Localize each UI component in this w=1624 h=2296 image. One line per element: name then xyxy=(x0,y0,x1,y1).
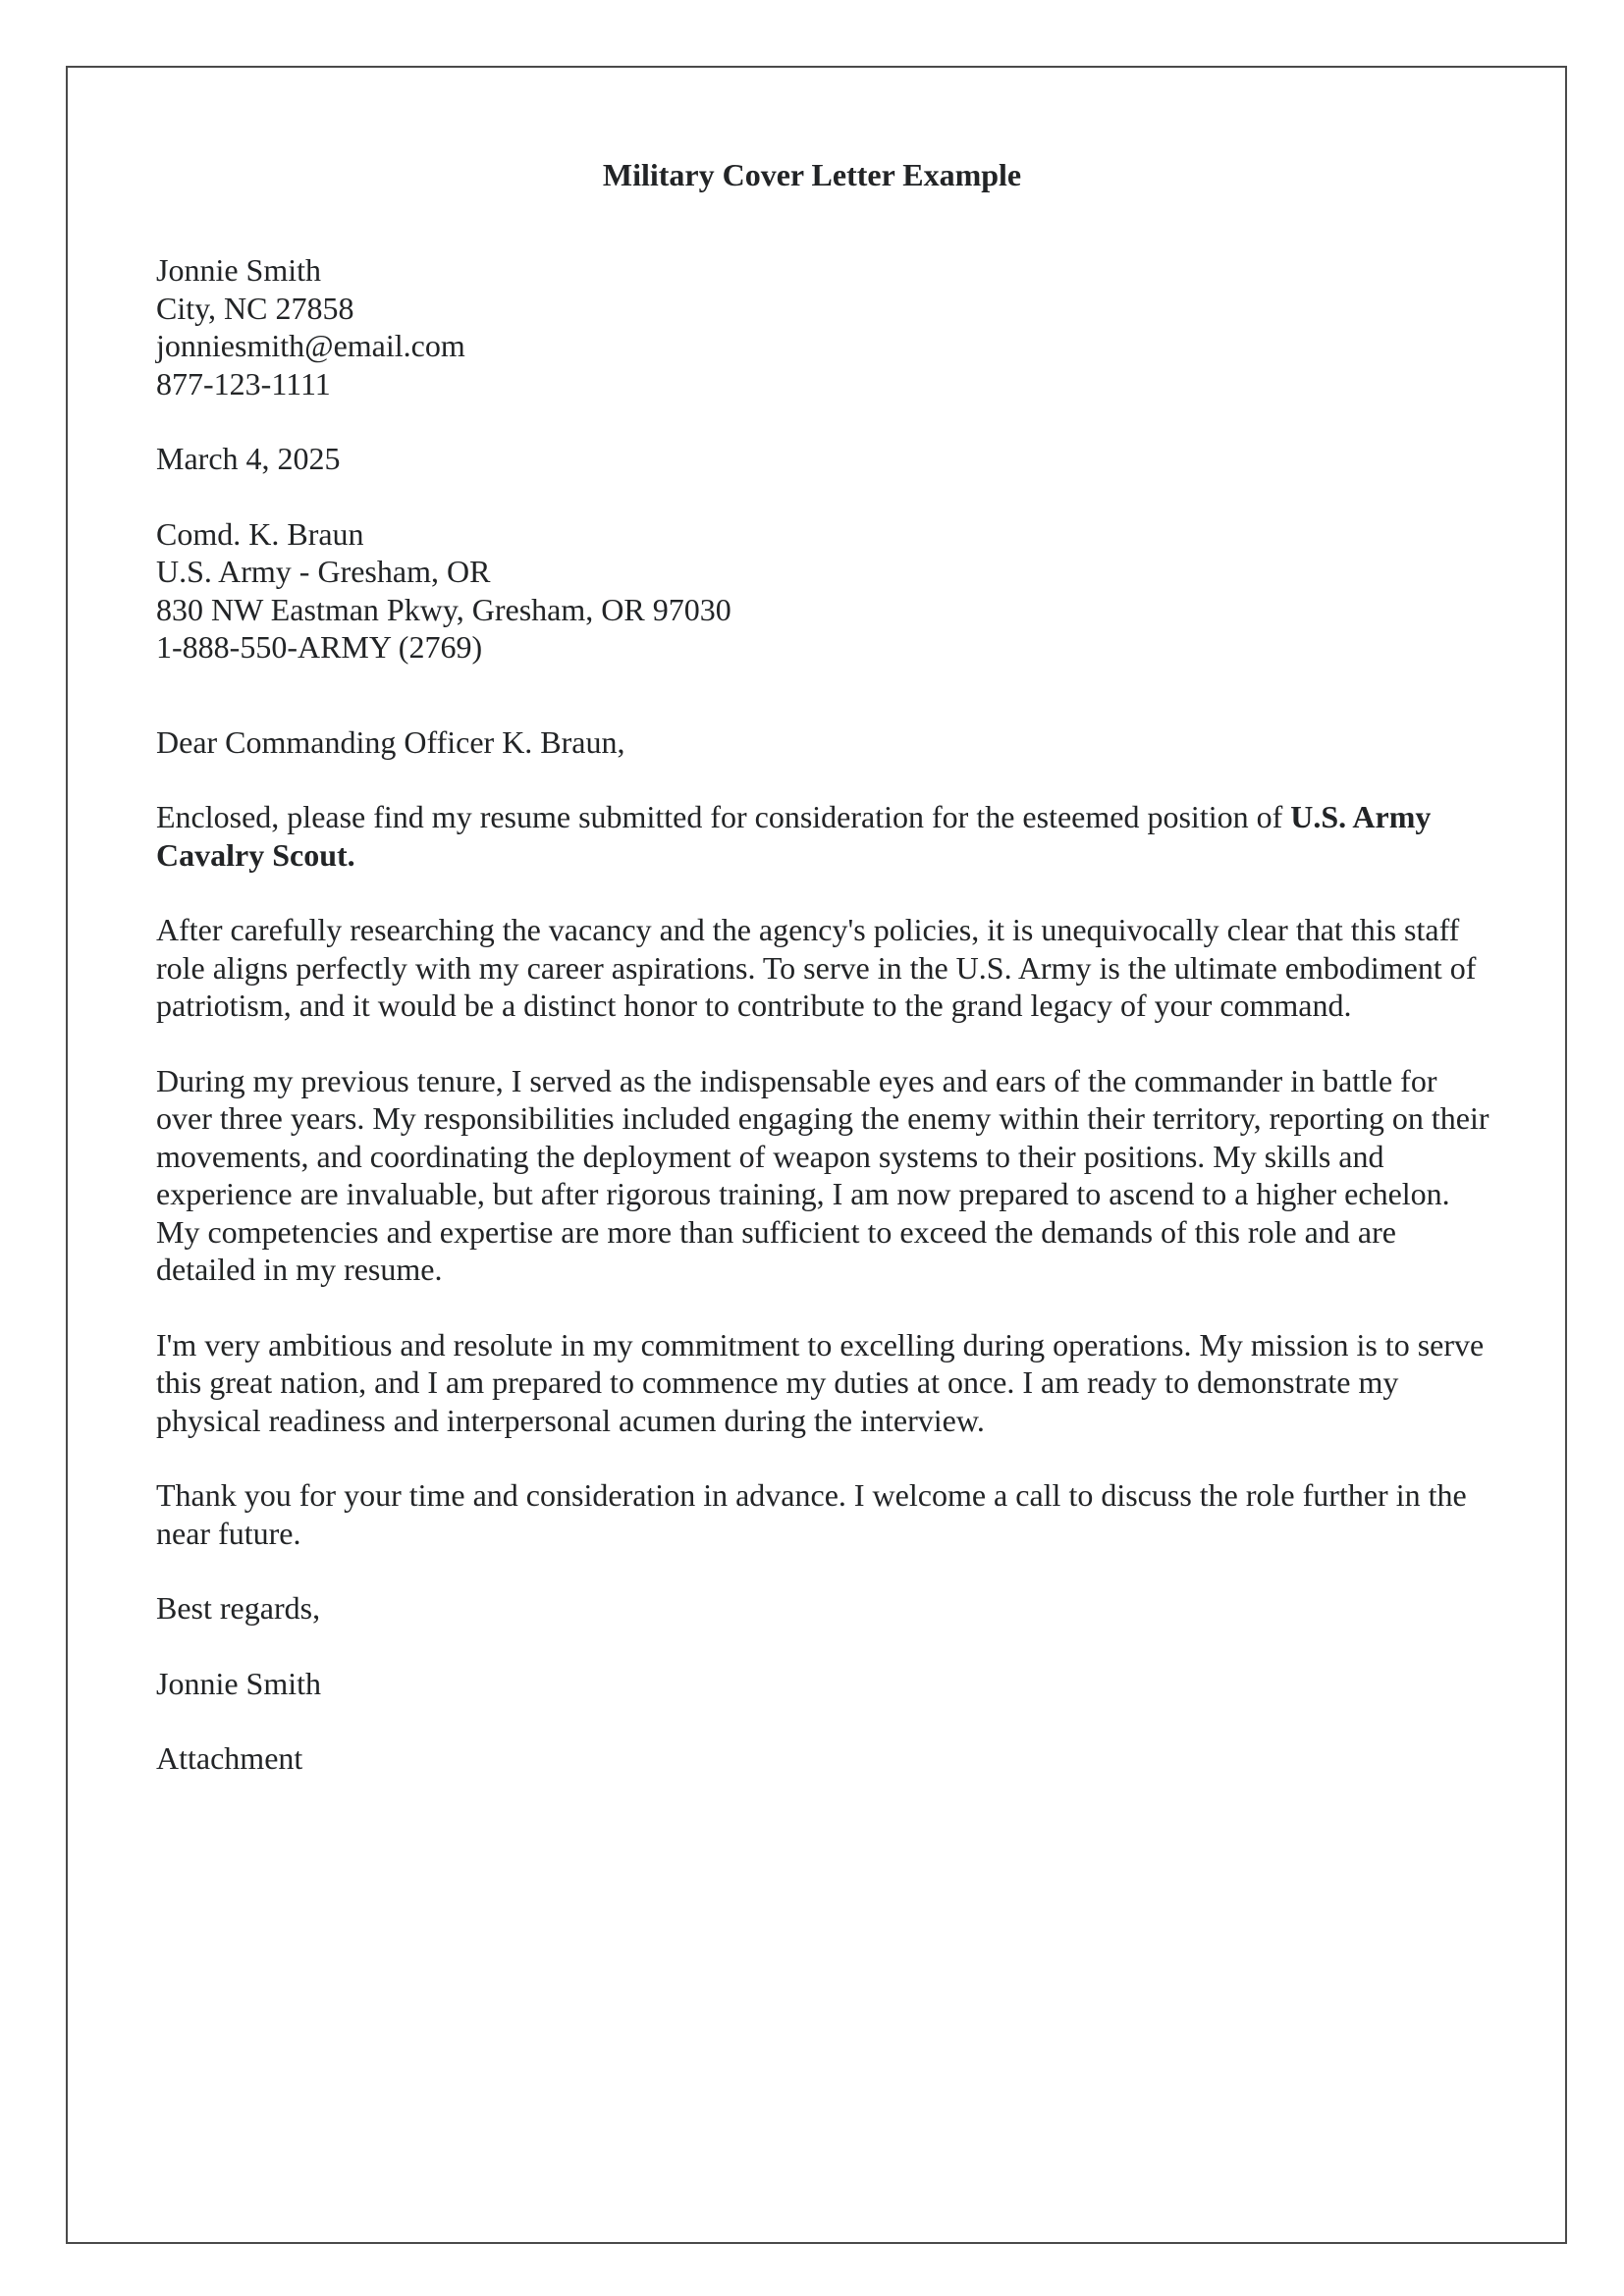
closing: Best regards, xyxy=(156,1590,321,1626)
sender-phone: 877-123-1111 xyxy=(156,365,331,401)
document-title: Military Cover Letter Example xyxy=(602,157,1022,192)
sender-block xyxy=(156,251,1491,402)
position-title: U.S. Army Cavalry Scout. xyxy=(156,799,1432,873)
recipient-organization: U.S. Army - Gresham, OR xyxy=(156,554,491,589)
body-paragraph-5: Thank you for your time and consideration in advance. I welcome a call to discuss the role further in the near future. xyxy=(156,1477,1467,1551)
recipient-name: Comd. K. Braun xyxy=(156,515,364,552)
body-paragraph-2: After carefully researching the vacancy and the agency's policies, it is unequivocally clear that this staff role aligns perfectly with my career aspirations. To serve in the U.S. Army is the ultimate embodiment of patriotism, and it would be a distinct honor to contribute to the grand legacy of your command. xyxy=(156,912,1477,1023)
body-paragraph-4: I'm very ambitious and resolute in my commitment to excelling during operations. My mission is to serve this great nation, and I am prepared to commence my duties at once. I am ready to demonstrate my physical readiness and interpersonal acumen during the interview. xyxy=(156,1326,1485,1438)
date-block xyxy=(156,440,1491,478)
letter-date: March 4, 2025 xyxy=(156,441,341,476)
letter-content xyxy=(156,251,1491,1778)
recipient-phone: 1-888-550-ARMY (2769) xyxy=(156,629,483,665)
signature-name: Jonnie Smith xyxy=(156,1665,322,1701)
salutation: Dear Commanding Officer K. Braun, xyxy=(156,723,625,760)
body-paragraph-intro xyxy=(156,798,1491,874)
sender-email: jonniesmith@email.com xyxy=(156,328,465,363)
recipient-block xyxy=(156,515,1491,667)
enclosure-note: Attachment xyxy=(156,1740,303,1776)
sender-name: Jonnie Smith xyxy=(156,252,322,288)
sender-city: City, NC 27858 xyxy=(156,290,354,326)
recipient-address: 830 NW Eastman Pkwy, Gresham, OR 97030 xyxy=(156,591,731,627)
intro-text: Enclosed, please find my resume submitted for consideration for the esteemed position of xyxy=(156,799,1291,834)
body-paragraph-3: During my previous tenure, I served as the indispensable eyes and ears of the commander in battle for over three years. My responsibilities included engaging the enemy within their territory, reporting on their movements, and coordinating the deployment of weapon systems to their positions. My skills and experience are invaluable, but after rigorous training, I am now prepared to ascend to a higher echelon. My competencies and expertise are more than sufficient to exceed the demands of this role and are detailed in my resume. xyxy=(156,1062,1489,1287)
